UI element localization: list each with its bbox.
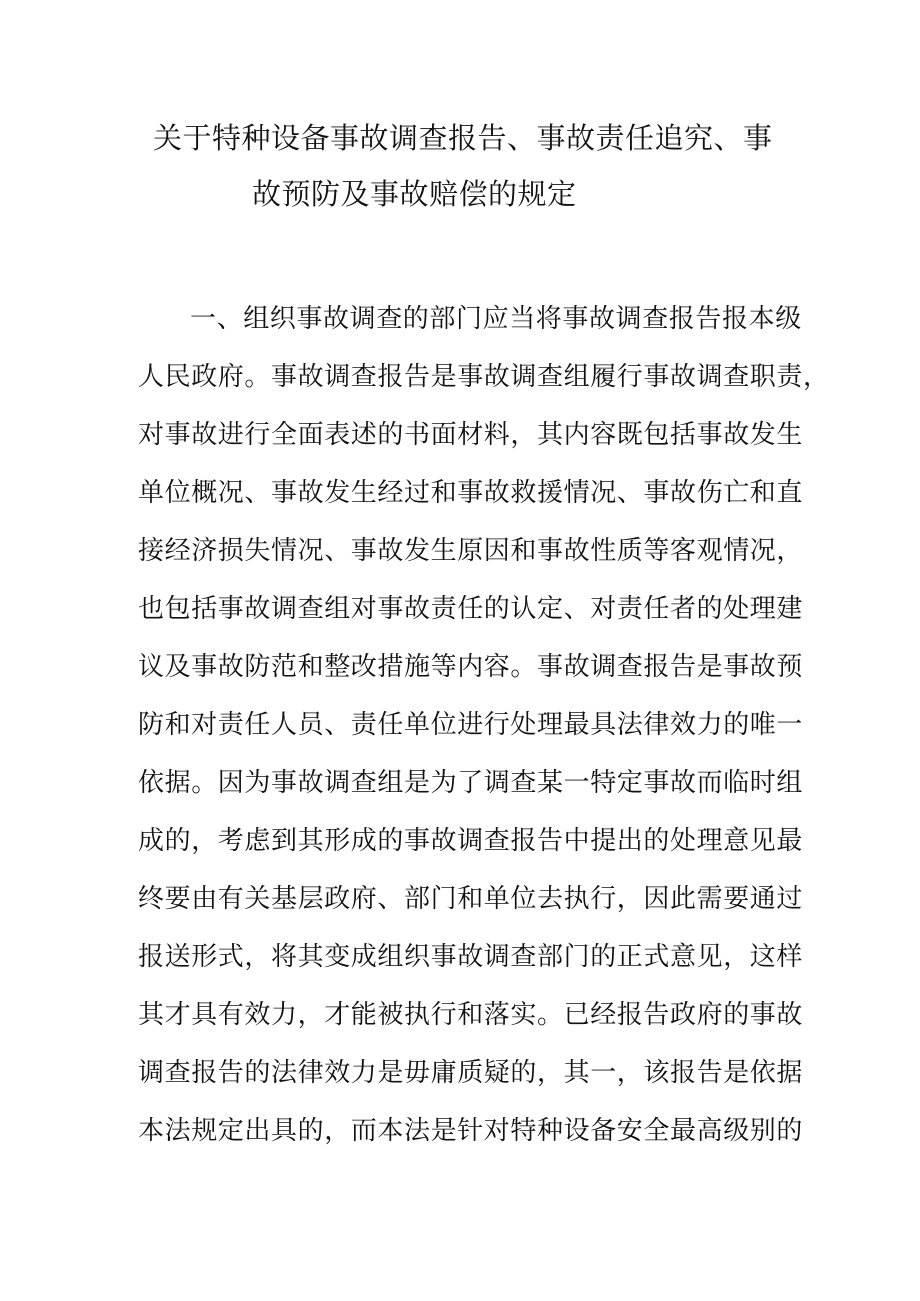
paragraph-line: 成的，考虑到其形成的事故调查报告中提出的处理意见最 <box>138 826 804 856</box>
paragraph-line: 人民政府。事故调查报告是事故调查组履行事故调查职责， <box>138 362 830 392</box>
paragraph-line: 议及事故防范和整改措施等内容。事故调查报告是事故预 <box>138 652 804 682</box>
paragraph-line: 单位概况、事故发生经过和事故救援情况、事故伤亡和直 <box>138 478 804 508</box>
paragraph-line: 其才具有效力，才能被执行和落实。已经报告政府的事故 <box>138 1000 804 1030</box>
paragraph-line: 对事故进行全面表述的书面材料，其内容既包括事故发生 <box>138 420 804 450</box>
paragraph-line: 一、组织事故调查的部门应当将事故调查报告报本级 <box>190 304 802 334</box>
paragraph-line: 防和对责任人员、责任单位进行处理最具法律效力的唯一 <box>138 710 804 740</box>
paragraph-line: 调查报告的法律效力是毋庸质疑的，其一，该报告是依据 <box>138 1058 804 1088</box>
title-line: 故预防及事故赔偿的规定 <box>252 177 577 211</box>
paragraph-line: 接经济损失情况、事故发生原因和事故性质等客观情况， <box>138 536 804 566</box>
paragraph-line: 依据。因为事故调查组是为了调查某一特定事故而临时组 <box>138 768 804 798</box>
paragraph-line: 本法规定出具的，而本法是针对特种设备安全最高级别的 <box>138 1116 804 1146</box>
paragraph-line: 终要由有关基层政府、部门和单位去执行，因此需要通过 <box>138 884 804 914</box>
paragraph-line: 也包括事故调查组对事故责任的认定、对责任者的处理建 <box>138 594 804 624</box>
title-line: 关于特种设备事故调查报告、事故责任追究、事 <box>153 121 773 155</box>
paragraph-line: 报送形式，将其变成组织事故调查部门的正式意见，这样 <box>138 942 804 972</box>
